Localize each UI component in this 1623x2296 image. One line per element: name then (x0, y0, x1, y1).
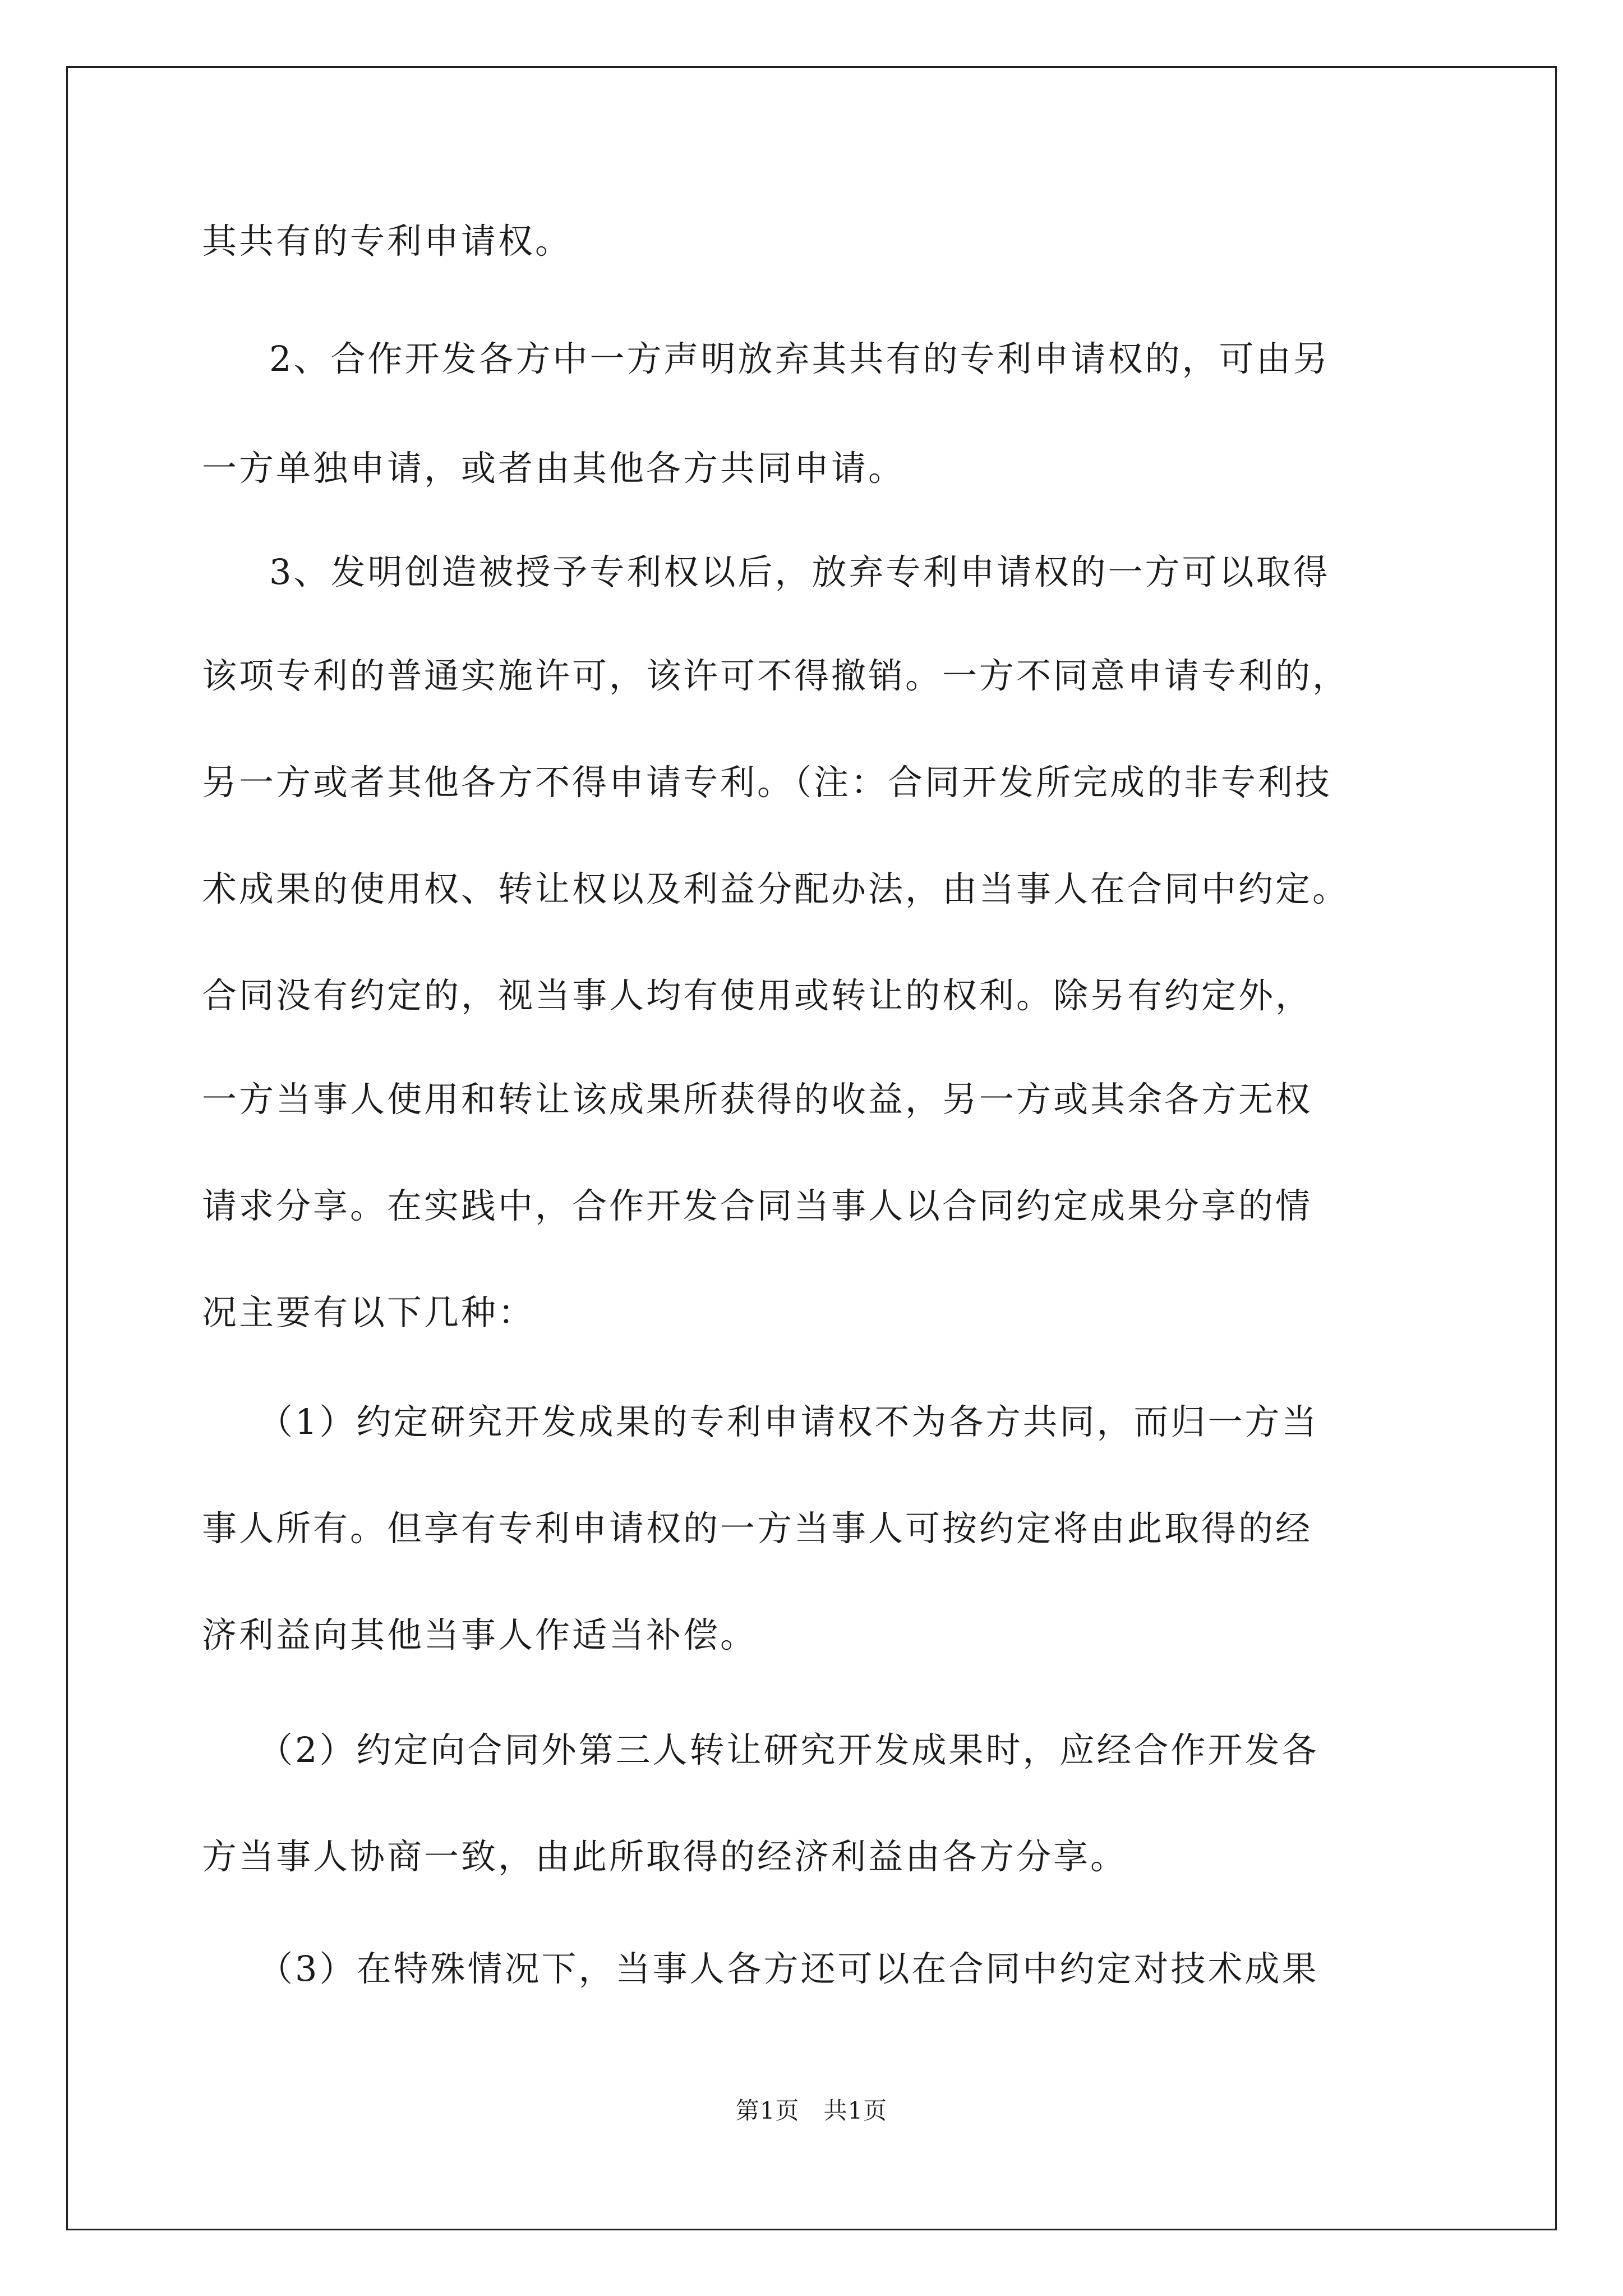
page-number-footer: 第1页 共1页 (735, 2097, 888, 2124)
text-line: 其共有的专利申请权。 (202, 220, 573, 261)
text-line: 请求分享。在实践中，合作开发合同当事人以合同约定成果分享的情 (202, 1185, 1313, 1226)
text-line: （2）约定向合同外第三人转让研究开发成果时，应经合作开发各 (258, 1729, 1319, 1770)
text-line: 方当事人协商一致，由此所取得的经济利益由各方分享。 (202, 1836, 1128, 1877)
text-line: 一方单独申请，或者由其他各方共同申请。 (202, 448, 906, 489)
text-line: 况主要有以下几种： (202, 1292, 536, 1333)
text-line: 一方当事人使用和转让该成果所获得的收益，另一方或其余各方无权 (202, 1079, 1313, 1120)
text-line: 3、发明创造被授予专利权以后，放弃专利申请权的一方可以取得 (269, 551, 1330, 592)
text-line: 合同没有约定的，视当事人均有使用或转让的权利。除另有约定外， (202, 975, 1313, 1016)
page-frame (66, 66, 1557, 2230)
text-line: 该项专利的普通实施许可，该许可不得撤销。一方不同意申请专利的， (202, 655, 1350, 696)
text-line: 2、合作开发各方中一方声明放弃其共有的专利申请权的，可由另 (269, 338, 1330, 379)
text-line: （3）在特殊情况下，当事人各方还可以在合同中约定对技术成果 (258, 1948, 1319, 1989)
text-line: 事人所有。但享有专利申请权的一方当事人可按约定将由此取得的经 (202, 1508, 1313, 1549)
text-line: 另一方或者其他各方不得申请专利。（注：合同开发所完成的非专利技 (202, 762, 1332, 803)
text-line: 济利益向其他当事人作适当补偿。 (202, 1614, 758, 1655)
text-line: （1）约定研究开发成果的专利申请权不为各方共同，而归一方当 (258, 1401, 1319, 1442)
text-line: 术成果的使用权、转让权以及利益分配办法，由当事人在合同中约定。 (202, 868, 1350, 909)
